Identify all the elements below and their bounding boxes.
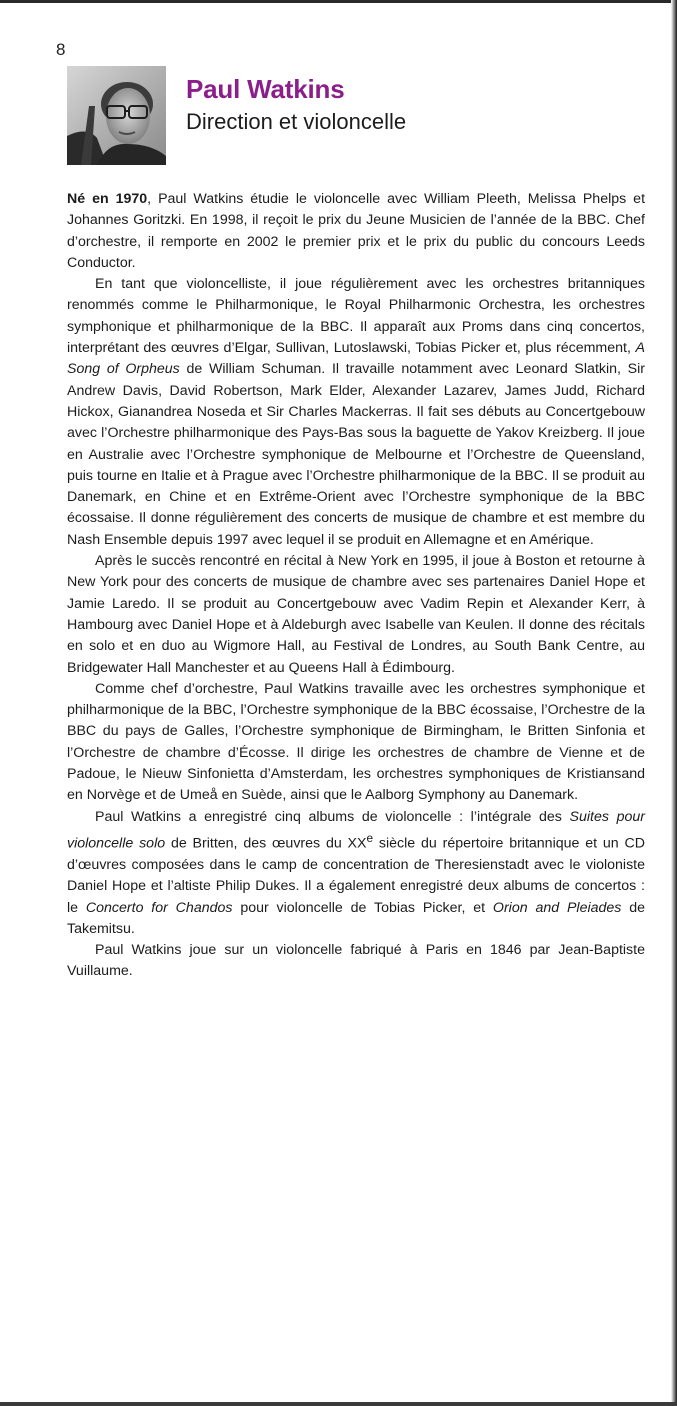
bio-lead: Né en 1970 <box>67 191 148 207</box>
bio-paragraph-3: Après le succès rencontré en récital à New York en 1995, il joue à Boston et retourne à New York pour des concerts de musique de chambre avec ses partenaires Daniel Hope et Jamie Laredo. Il se produit au Concertgebouw avec Vadim Repin et Alexander Kerr, à Hambourg avec Daniel Hope et à Aldeburgh avec Isabelle van Keulen. Il donne des récitals en solo et en duo au Wigmore Hall, au Festival de Londres, au South Bank Centre, au Bridgewater Hall Manchester et au Queens Hall à Édimbourg. <box>67 553 645 676</box>
bio-p5-t5: de Takemitsu. <box>67 899 646 937</box>
scan-edge-top <box>0 0 677 3</box>
work-title: Suites pour violoncelle solo <box>67 808 645 852</box>
scan-edge-right <box>671 0 677 1406</box>
bio-paragraph-2 <box>67 274 645 551</box>
bio-paragraph-5 <box>67 807 645 941</box>
century-superscript: e <box>366 830 374 845</box>
bio-p5-t1: Paul Watkins a enregistré cinq albums de violoncelle : l’intégrale des <box>95 808 570 825</box>
bio-p1-text: , Paul Watkins étudie le violoncelle avec William Pleeth, Melissa Phelps et Johannes Goritzki. En 1998, il reçoit le prix du Jeune Musicien de l’année de la BBC. Chef d’orchestre, il remporte en 2002 le premier prix et le prix du public du concours Leeds Conductor. <box>67 191 646 271</box>
scan-edge-bottom <box>0 1402 677 1406</box>
bio-p2-before: En tant que violoncelliste, il joue régulièrement avec les orchestres britanniques renommés comme le Philharmonique, le Royal Philharmonic Orchestra, les orchestres symphonique et philharmonique de la BBC. Il apparaît aux Proms dans cinq concertos, interprétant des œuvres d’Elgar, Sullivan, Lutoslawski, Tobias Picker et, plus récemment, <box>67 276 645 357</box>
bio-p5-t2: de Britten, des œuvres du XX <box>165 835 367 852</box>
bio-paragraph-1 <box>67 189 645 274</box>
bio-p5-t4: pour violoncelle de Tobias Picker, et <box>232 899 493 916</box>
artist-role: Direction et violoncelle <box>186 109 407 134</box>
page-number: 8 <box>56 40 66 59</box>
bio-paragraph-4: Comme chef d’orchestre, Paul Watkins travaille avec les orchestres symphonique et philharmonique de la BBC, l’Orchestre symphonique de la BBC écossaise, l’Orchestre de la BBC du pays de Galles, l’Orchestre symphonique de Birmingham, le Britten Sinfonia et l’Orchestre de chambre d’Écosse. Il dirige les orchestres de chambre de Vienne et de Padoue, le Nieuw Sinfonietta d’Amsterdam, les orchestres symphoniques de Kristiansand en Norvège et de Umeå en Suède, ainsi que le Aalborg Symphony au Danemark. <box>67 680 645 804</box>
bio-paragraph-6: Paul Watkins joue sur un violoncelle fabriqué à Paris en 1846 par Jean-Baptiste Vuillaume. <box>67 942 645 980</box>
portrait-photo <box>67 66 166 165</box>
portrait-photo-icon <box>67 66 166 165</box>
work-title: Orion and Pleiades <box>492 899 622 916</box>
bio-p5-t3: siècle du répertoire britannique et un CD d’œuvres composées dans le camp de concentration de Theresienstadt avec le violoniste Daniel Hope et l’altiste Philip Dukes. Il a également enregistré deux albums de concertos : le <box>67 835 645 916</box>
biography <box>67 189 645 983</box>
work-title: A Song of Orpheus <box>67 340 645 378</box>
work-title: Concerto for Chandos <box>85 899 233 916</box>
bio-p2-after: de William Schuman. Il travaille notamment avec Leonard Slatkin, Sir Andrew Davis, David Robertson, Mark Elder, Alexander Lazarev, James Judd, Richard Hickox, Gianandrea Noseda et Sir Charles Mackerras. Il fait ses débuts au Concertgebouw avec l’Orchestre philharmonique des Pays-Bas sous la baguette de Yakov Kreizberg. Il joue en Australie avec l’Orchestre symphonique de Melbourne et l’Orchestre de Queensland, puis tourne en Italie et à Prague avec l’Orchestre philharmonique de la BBC. Il se produit au Danemark, en Chine et en Extrême-Orient avec l’Orchestre symphonique de la BBC écossaise. Il donne régulièrement des concerts de musique de chambre et est membre du Nash Ensemble depuis 1997 avec lequel il se produit en Allemagne et en Amérique. <box>67 361 645 548</box>
artist-name: Paul Watkins <box>186 74 345 104</box>
